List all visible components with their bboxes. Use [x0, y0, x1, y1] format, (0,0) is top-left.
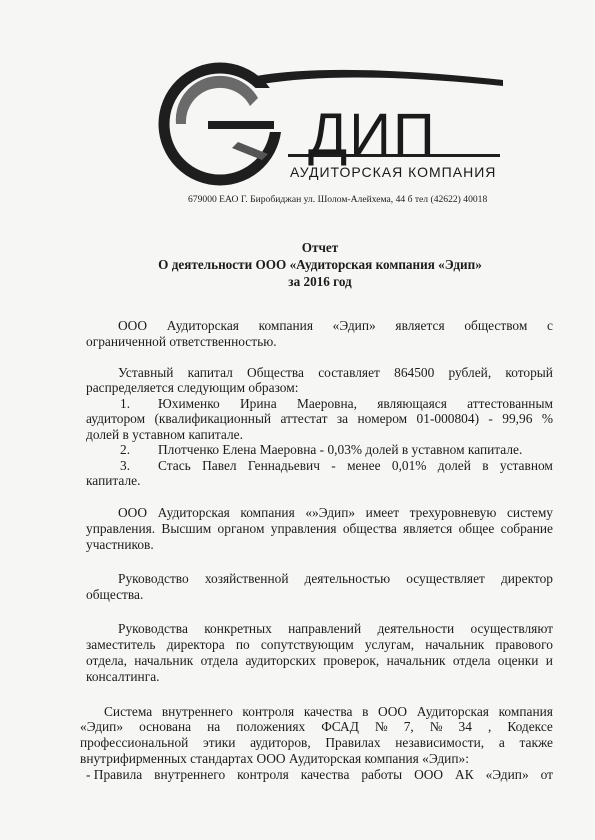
- text-line: [158, 396, 553, 411]
- word: хозяйственной: [204, 571, 289, 586]
- word: 864500: [394, 365, 435, 380]
- document-period: за 2016 год: [288, 274, 352, 289]
- word: рублей,: [448, 365, 492, 380]
- document-title: Отчет: [301, 240, 339, 255]
- text-line: [118, 505, 553, 520]
- word: 01-000804): [416, 411, 480, 426]
- word: качества: [303, 704, 353, 719]
- word: ФСАД: [321, 719, 359, 734]
- text-line: участников.: [86, 537, 154, 552]
- text-line: [86, 767, 553, 782]
- word: Аудиторская: [416, 704, 489, 719]
- word: заместитель: [86, 637, 156, 652]
- word: трехуровневую: [409, 505, 497, 520]
- word: составляет: [318, 365, 380, 380]
- word: осуществляет: [406, 571, 485, 586]
- text-line: [86, 637, 553, 652]
- word: качества: [300, 767, 350, 782]
- word: 34: [458, 719, 472, 734]
- word: -: [488, 411, 493, 426]
- word: общества: [342, 521, 397, 536]
- word: положениях: [236, 719, 306, 734]
- text-line: Плотченко Елена Маеровна - 0,03% долей в уставном капитале.: [158, 442, 523, 457]
- word: Кодексе: [507, 719, 553, 734]
- word: Общества: [247, 365, 305, 380]
- word: Руководства: [118, 621, 188, 636]
- word: Руководство: [118, 571, 189, 586]
- word: за: [336, 411, 349, 426]
- word: основана: [139, 719, 192, 734]
- text-line: [86, 411, 553, 426]
- word: номером: [357, 411, 408, 426]
- word: является: [395, 318, 445, 333]
- word: №: [374, 719, 388, 734]
- logo-letters: ДИП: [308, 102, 437, 167]
- word: работы: [361, 767, 403, 782]
- word: направлений: [288, 621, 362, 636]
- company-logo: [158, 58, 518, 188]
- word: Геннадьевич: [247, 458, 320, 473]
- word: является: [403, 521, 453, 536]
- word: независимости,: [395, 735, 485, 750]
- word: менее: [347, 458, 381, 473]
- word: сопутствующим: [260, 637, 354, 652]
- word: ООО: [118, 505, 148, 520]
- word: в: [362, 704, 369, 719]
- word: Юхименко: [158, 396, 220, 411]
- word: Ирина: [240, 396, 277, 411]
- word: Уставный: [118, 365, 174, 380]
- text-line: капитале.: [86, 473, 141, 488]
- text-line: консалтинга.: [86, 669, 160, 684]
- word: на: [207, 719, 221, 734]
- text-line: [158, 458, 553, 473]
- word: -: [331, 458, 336, 473]
- text-line: [86, 521, 553, 536]
- text-line: [118, 571, 553, 586]
- word: аттестат: [280, 411, 328, 426]
- word: аудитором: [86, 411, 146, 426]
- word: отдела: [200, 653, 239, 668]
- text-line: [118, 365, 553, 380]
- word: управления: [270, 521, 337, 536]
- word: Аудиторская: [157, 505, 230, 520]
- word: осуществляют: [470, 621, 553, 636]
- word: имеет: [365, 505, 400, 520]
- word: начальник: [386, 653, 446, 668]
- word: общее: [458, 521, 495, 536]
- text-line: ограниченной ответственностью.: [86, 334, 277, 349]
- word: директор: [500, 571, 553, 586]
- text-line: распределяется следующим образом:: [86, 380, 299, 395]
- word: деятельности: [377, 621, 455, 636]
- word: собрание: [500, 521, 553, 536]
- word: оценки: [497, 653, 539, 668]
- word: по: [235, 637, 250, 652]
- word: с: [547, 318, 553, 333]
- word: деятельностью: [304, 571, 391, 586]
- word: 99,96: [502, 411, 533, 426]
- text-line: [104, 704, 553, 719]
- word: контроля: [237, 767, 289, 782]
- word: систему: [506, 505, 553, 520]
- word: №: [429, 719, 443, 734]
- document-subtitle: О деятельности ООО «Аудиторская компания «Эдип»: [158, 257, 482, 272]
- text-line: общества.: [86, 587, 144, 602]
- word: директора: [166, 637, 225, 652]
- word: профессиональной: [80, 735, 189, 750]
- word: долей: [437, 458, 471, 473]
- word: являющаяся: [377, 396, 447, 411]
- word: обществом: [464, 318, 528, 333]
- word: %: [541, 411, 553, 426]
- word: начальник: [425, 637, 485, 652]
- word: этики: [203, 735, 236, 750]
- word: капитал: [187, 365, 233, 380]
- text-line: [80, 735, 553, 750]
- text-line: [80, 719, 553, 734]
- word: Павел: [202, 458, 237, 473]
- word: аудиторских: [245, 653, 316, 668]
- word: а: [498, 735, 505, 750]
- list-number: 2.: [120, 442, 131, 457]
- word: АК: [455, 767, 474, 782]
- text-line: [86, 653, 553, 668]
- word: ,: [487, 719, 492, 734]
- word: (квалификационный: [154, 411, 272, 426]
- word: от: [540, 767, 553, 782]
- word: управления.: [86, 521, 156, 536]
- logo-subtitle: АУДИТОРСКАЯ КОМПАНИЯ: [290, 164, 497, 180]
- word: аттестованным: [467, 396, 553, 411]
- word: и: [545, 653, 553, 668]
- word: контроля: [242, 704, 295, 719]
- word: ООО: [378, 704, 408, 719]
- company-address: 679000 ЕАО Г. Биробиджан ул. Шолом-Алейхема, 44 б тел (42622) 40018: [188, 194, 488, 205]
- word: ООО: [414, 767, 444, 782]
- word: «Эдип»: [332, 318, 376, 333]
- text-line: [118, 621, 553, 636]
- word: ООО: [118, 318, 148, 333]
- word: правового: [495, 637, 553, 652]
- word: «Эдип»: [80, 719, 124, 734]
- word: начальник: [134, 653, 194, 668]
- word: 7,: [403, 719, 414, 734]
- word: Правилах: [325, 735, 381, 750]
- word: внутреннего: [154, 767, 226, 782]
- text-line: долей в уставном капитале.: [86, 427, 243, 442]
- word: уставном: [499, 458, 553, 473]
- word: аудиторов,: [250, 735, 311, 750]
- word: Маеровна,: [296, 396, 357, 411]
- text-line: внутрифирменных стандартах ООО Аудиторская компания «Эдип»:: [80, 751, 469, 766]
- word: проверок,: [323, 653, 380, 668]
- word: компания: [498, 704, 553, 719]
- word: внутреннего: [161, 704, 233, 719]
- word: Аудиторская: [166, 318, 239, 333]
- word: в: [482, 458, 489, 473]
- word: компания: [258, 318, 313, 333]
- word: отдела: [452, 653, 491, 668]
- list-number: 1.: [120, 396, 131, 411]
- word: Система: [104, 704, 153, 719]
- word: - Правила: [86, 767, 143, 782]
- word: компания: [240, 505, 295, 520]
- word: который: [505, 365, 553, 380]
- word: 0,01%: [391, 458, 427, 473]
- word: органом: [217, 521, 265, 536]
- word: отдела,: [86, 653, 127, 668]
- word: Высшим: [161, 521, 212, 536]
- list-number: 3.: [120, 458, 131, 473]
- word: также: [519, 735, 553, 750]
- word: «»Эдип»: [305, 505, 356, 520]
- word: Стась: [158, 458, 191, 473]
- word: «Эдип»: [485, 767, 529, 782]
- word: конкретных: [204, 621, 272, 636]
- text-line: [118, 318, 553, 333]
- word: услугам,: [364, 637, 415, 652]
